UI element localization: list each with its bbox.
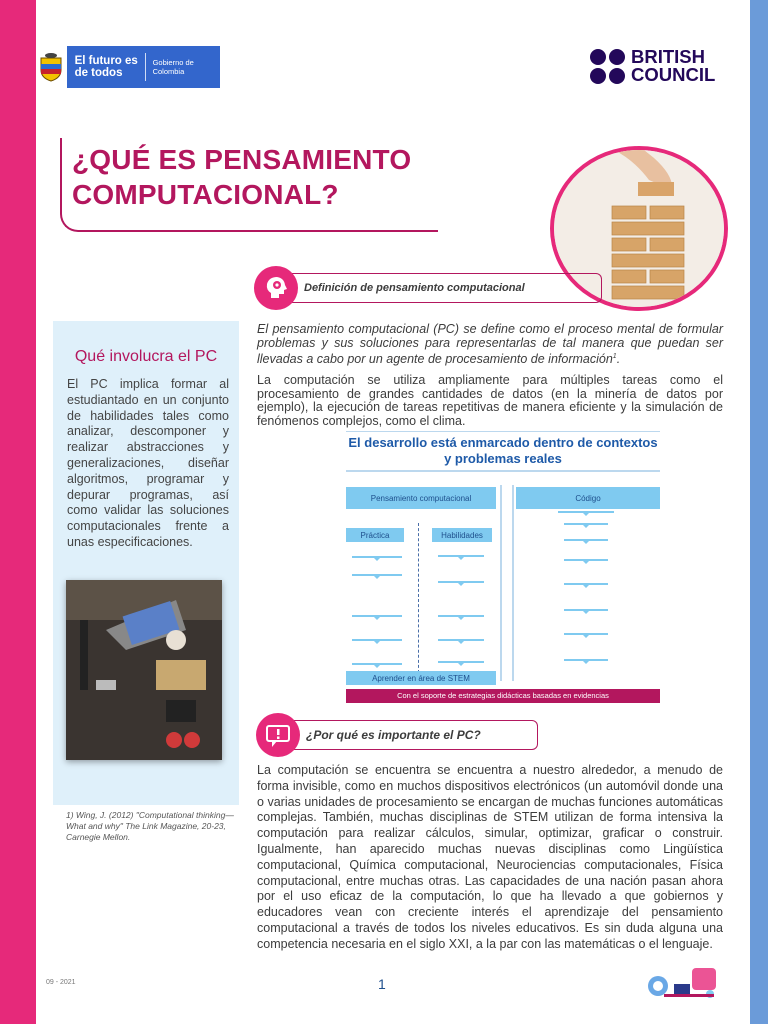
head-gear-icon: [254, 266, 298, 310]
diagram-top-rule: [346, 431, 660, 432]
british-council-dots-icon: [590, 49, 625, 84]
bc-line1: BRITISH: [631, 46, 705, 67]
practica-slot: [352, 615, 402, 617]
gov-slogan: El futuro es de todos: [74, 55, 138, 79]
diagram-dashed-divider: [418, 523, 419, 673]
footnote-marker: 1: [612, 353, 617, 361]
codigo-slot: [564, 633, 608, 635]
context-diagram: [346, 431, 660, 707]
bc-line2: COUNCIL: [631, 64, 716, 85]
gobierno-colombia-logo: [36, 46, 220, 88]
section-importancia-header: [256, 713, 538, 757]
gov-name: Gobierno de Colombia: [152, 58, 194, 76]
importance-paragraph: La computación se encuentra se encuentra a nuestro alrededor, a menudo de forma invisible, como en muchos dispositivos electrónicos (un automóvil donde una o varias unidades de procesamiento se encargan de muchas funciones automáticas complejas. También, muchas disciplinas de STEM utilizan de forma intensiva la computación para realizar cálculos, simular, optimizar, graficar o construir. Igualmente, han aparecido muchas nuevas disciplinas como Lingüística computacional, Química computacional, Neurociencias computacionales, Física computacional, entre muchas otras. Las capacidades de una nación pasan ahora por el uso eficaz de la computación, lo que ha llevado a que gobiernos y educadores vean con creciente interés el aprendizaje del pensamiento computacional a través de todos los niveles educativos. Es sin duda alguna una competencia necesaria en el siglo XXI, a la par con las matemáticas o el lenguaje.: [257, 763, 723, 951]
diagram-title: El desarrollo está enmarcado dentro de contextos y problemas reales: [348, 435, 658, 466]
sidebar-text: El PC implica formar al estudiantado en un conjunto de habilidades tales como analizar, descomponer y realizar abstracciones y generalizaciones, diseñar algoritmos, programar y depurar programas, así como validar las soluciones computacionales frente a unas especificaciones.: [67, 377, 229, 549]
box-codigo: Código: [516, 487, 660, 509]
box-aprender-stem: Aprender en área de STEM: [346, 671, 496, 685]
sidebar-heading: Qué involucra el PC: [74, 348, 218, 365]
section-definicion-header: [254, 266, 602, 310]
codigo-slot: [564, 583, 608, 585]
codigo-slot: [564, 559, 608, 561]
box-habilidades: Habilidades: [432, 528, 492, 542]
computation-uses-paragraph: La computación se utiliza ampliamente para múltiples tareas como el procesamiento de grandes cantidades de datos (en la minería de datos por ejemplo), la ejecución de tareas repetitivas de manera eficiente y la simulación de fenómenos complejos, como el clima.: [257, 373, 723, 428]
left-accent-bar: [0, 0, 36, 1024]
definition-paragraph: El pensamiento computacional (PC) se define como el proceso mental de formular problemas y sus soluciones para representarlas de tal manera que puedan ser llevadas a cabo por un agente de procesamiento de información$^1$.: [257, 322, 723, 367]
diagram-divider-left: [500, 485, 502, 681]
right-accent-bar: [750, 0, 768, 1024]
page-title: ¿QUÉ ES PENSAMIENTO COMPUTACIONAL?: [72, 144, 412, 210]
diagram-support-band: Con el soporte de estrategias didácticas basadas en evidencias: [346, 689, 660, 703]
practica-slot: [352, 639, 402, 641]
diagram-divider-right: [512, 485, 514, 681]
habilidades-slot: [438, 581, 484, 583]
section-importancia-title: ¿Por qué es importante el PC?: [286, 720, 538, 750]
programacion-program-logo: [644, 964, 724, 1004]
habilidades-slot: [438, 661, 484, 663]
title-frame: [60, 138, 438, 232]
codigo-slot: [564, 609, 608, 611]
habilidades-slot: [438, 615, 484, 617]
footnote-reference: 1) Wing, J. (2012) "Computational thinking—What and why" The Link Magazine, 20-23, Carnegie Mellon.: [66, 810, 234, 842]
habilidades-slot: [438, 639, 484, 641]
british-council-logo: [590, 48, 715, 84]
section-definicion-title: Definición de pensamiento computacional: [284, 273, 602, 303]
speech-bubble-alert-icon: [256, 713, 300, 757]
codigo-slot: [564, 539, 608, 541]
classroom-robots-photo: [66, 580, 222, 760]
gov-logo-divider: [145, 53, 146, 81]
colombia-seal-icon: [36, 46, 67, 88]
practica-slot: [352, 574, 402, 576]
box-pensamiento-computacional: Pensamiento computacional: [346, 487, 496, 509]
box-practica: Práctica: [346, 528, 404, 542]
practica-slot: [352, 663, 402, 665]
habilidades-slot: [438, 555, 484, 557]
diagram-title-rule: [346, 470, 660, 472]
definition-text: El pensamiento computacional (PC) se define como el proceso mental de formular problemas y sus soluciones para representarlas de tal manera que puedan ser llevadas a cabo por un agente de procesamiento de información: [257, 322, 723, 367]
codigo-slot: [564, 659, 608, 661]
page-number: 1: [378, 976, 386, 992]
footer-date: 09 - 2021: [46, 979, 76, 986]
codigo-slot: [558, 511, 614, 513]
codigo-slot: [564, 523, 608, 525]
practica-slot: [352, 556, 402, 558]
